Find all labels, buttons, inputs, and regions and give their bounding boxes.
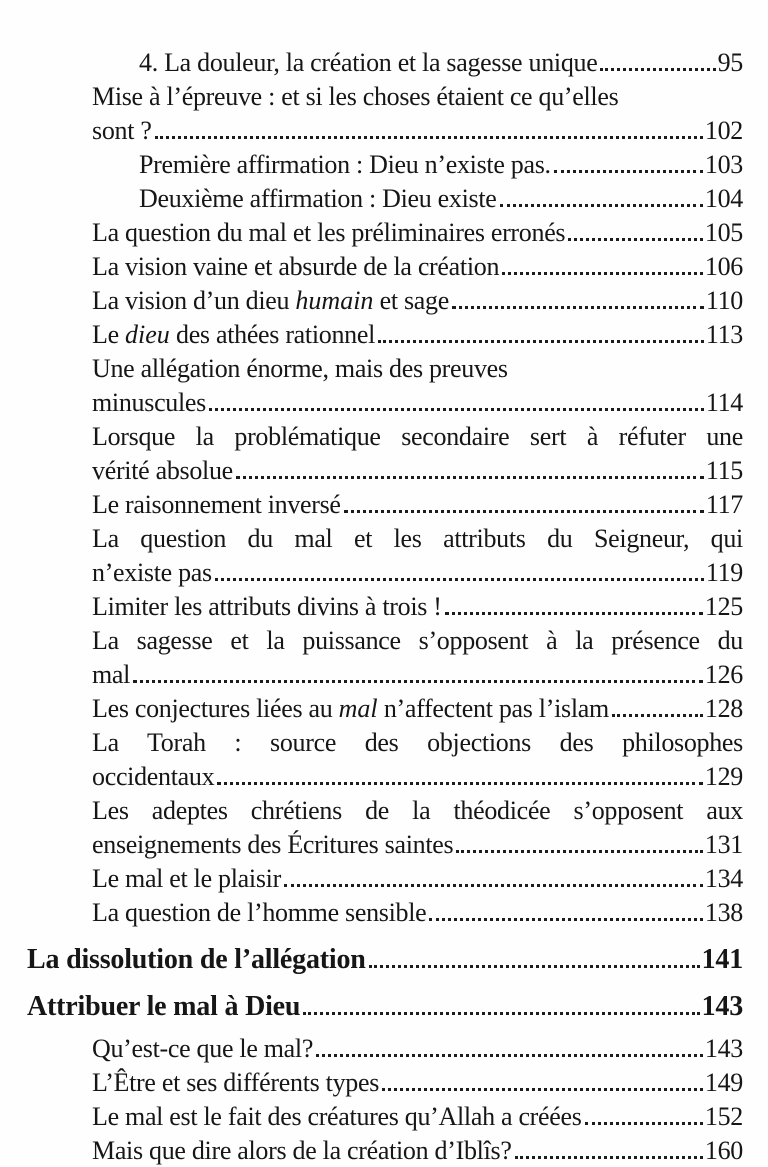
leader-dots: [452, 305, 704, 309]
toc-line-wrap: La sagesse et la puissance s’opposent à la présence du: [92, 626, 743, 655]
page-number: 152: [704, 1102, 743, 1131]
toc-entry: [0, 1032, 768, 1066]
toc-entry: [0, 794, 768, 862]
toc-entry: [0, 148, 768, 182]
page-number: 143: [701, 991, 743, 1022]
toc-entry-title: Les conjectures liées au mal n’affectent pas l’islam: [92, 694, 609, 723]
toc-line: [92, 1066, 743, 1100]
toc-entry: [0, 692, 768, 726]
toc-line: [92, 216, 743, 250]
toc-line-wrap: La question du mal et les attributs du Seigneur, qui: [92, 524, 743, 553]
toc-entry: [0, 726, 768, 794]
toc-line: [92, 454, 743, 488]
toc-entry: [0, 1134, 768, 1167]
toc-entry: [0, 590, 768, 624]
page-number: 104: [704, 184, 743, 213]
leader-dots: [515, 1155, 703, 1159]
toc-line: [92, 318, 743, 352]
toc-line: [92, 556, 743, 590]
toc-entry-title: Le raisonnement inversé: [92, 490, 341, 519]
leader-dots: [429, 917, 702, 921]
toc-line: [92, 896, 743, 930]
toc-line: [92, 386, 743, 420]
leader-dots: [303, 1011, 699, 1015]
toc-line-wrap: Les adeptes chrétiens de la théodicée s’opposent aux: [92, 796, 743, 825]
toc-list: [0, 46, 768, 1167]
toc-entry-title: Première affirmation : Dieu n’existe pas.: [139, 150, 551, 179]
toc-line-wrap: Lorsque la problématique secondaire sert à réfuter une: [92, 422, 743, 451]
toc-line: [92, 114, 743, 148]
toc-entry-title: Mais que dire alors de la création d’Iblîs?: [92, 1136, 512, 1165]
toc-entry: [0, 1066, 768, 1100]
toc-entry: [0, 522, 768, 590]
toc-line-wrap: Mise à l’épreuve : et si les choses étaient ce qu’elles: [92, 82, 619, 111]
toc-entry: [0, 1100, 768, 1134]
leader-dots: [600, 67, 715, 71]
page-number: 106: [704, 252, 743, 281]
toc-entry-title: minuscules: [92, 388, 206, 417]
leader-dots: [209, 407, 704, 411]
toc-line: [27, 990, 743, 1024]
toc-entry-title: La vision vaine et absurde de la création: [92, 252, 500, 281]
leader-dots: [369, 964, 700, 968]
toc-line-wrap: La Torah : source des objections des philosophes: [92, 728, 743, 757]
toc-entry-title: Qu’est-ce que le mal?: [92, 1034, 314, 1063]
toc-entry-title: La question du mal et les préliminaires erronés: [92, 218, 566, 247]
leader-dots: [284, 883, 703, 887]
toc-line: [92, 590, 743, 624]
leader-dots: [502, 271, 703, 275]
page-number: 102: [704, 116, 743, 145]
toc-line: [92, 692, 743, 726]
toc-line: [92, 760, 743, 794]
leader-dots: [382, 1087, 703, 1091]
leader-dots: [554, 169, 703, 173]
page-number: 131: [704, 830, 743, 859]
toc-entry-title: Le dieu des athées rationnel: [92, 320, 376, 349]
page-number: 141: [701, 944, 743, 975]
toc-line: [139, 182, 743, 216]
toc-line: [92, 1100, 743, 1134]
toc-line: [92, 284, 743, 318]
toc-entry-title: Le mal est le fait des créatures qu’Allah a créées: [92, 1102, 582, 1131]
page-number: 110: [705, 286, 743, 315]
toc-line: [92, 1134, 743, 1167]
toc-entry-title: 4. La douleur, la création et la sagesse unique: [139, 48, 598, 77]
toc-entry: [0, 352, 768, 420]
leader-dots: [500, 203, 703, 207]
italic-word: humain: [295, 286, 374, 315]
page-number: 117: [705, 490, 743, 519]
toc-entry-title: Limiter les attributs divins à trois !: [92, 592, 442, 621]
page-number: 129: [704, 762, 743, 791]
toc-line: [92, 828, 743, 862]
page-number: 95: [717, 48, 743, 77]
page-number: 105: [704, 218, 743, 247]
leader-dots: [155, 135, 703, 139]
toc-entry: [0, 250, 768, 284]
toc-entry-title: occidentaux: [92, 762, 215, 791]
page-number: 115: [705, 456, 743, 485]
page-number: 125: [704, 592, 743, 621]
page-number: 160: [704, 1136, 743, 1165]
toc-entry: [0, 624, 768, 692]
leader-dots: [612, 713, 703, 717]
leader-dots: [344, 509, 704, 513]
toc-line: [139, 46, 743, 80]
toc-line: [139, 148, 743, 182]
page-number: 126: [704, 660, 743, 689]
page-number: 119: [705, 558, 743, 587]
toc-entry-title: L’Être et ses différents types: [92, 1068, 380, 1097]
toc-entry: [0, 284, 768, 318]
toc-line: [92, 1032, 743, 1066]
toc-entry-title: La vision d’un dieu humain et sage: [92, 286, 449, 315]
page-number: 114: [705, 388, 743, 417]
toc-entry: [0, 46, 768, 80]
toc-entry-title: La dissolution de l’allégation: [27, 944, 366, 975]
toc-entry-title: n’existe pas: [92, 558, 212, 587]
leader-dots: [378, 339, 704, 343]
toc-entry-title: La question de l’homme sensible: [92, 898, 427, 927]
toc-entry: [0, 318, 768, 352]
toc-entry-title: Deuxième affirmation : Dieu existe: [139, 184, 497, 213]
italic-word: dieu: [125, 320, 170, 349]
page-number: 149: [704, 1068, 743, 1097]
toc-line: [27, 943, 743, 977]
leader-dots: [236, 475, 704, 479]
page-number: 113: [705, 320, 743, 349]
leader-dots: [215, 577, 704, 581]
leader-dots: [133, 679, 703, 683]
toc-entry-title: Attribuer le mal à Dieu: [27, 991, 301, 1022]
toc-entry: [0, 80, 768, 148]
page-number: 103: [704, 150, 743, 179]
page-number: 134: [704, 864, 743, 893]
leader-dots: [445, 611, 703, 615]
italic-word: mal: [338, 694, 378, 723]
toc-entry: [0, 488, 768, 522]
leader-dots: [217, 781, 703, 785]
toc-entry: [0, 216, 768, 250]
page-number: 128: [704, 694, 743, 723]
toc-line: [92, 862, 743, 896]
toc-entry-title: enseignements des Écritures saintes: [92, 830, 454, 859]
toc-entry-title: mal: [92, 660, 131, 689]
toc-line: [92, 250, 743, 284]
page-number: 143: [704, 1034, 743, 1063]
leader-dots: [585, 1121, 703, 1125]
leader-dots: [568, 237, 703, 241]
toc-chapter-entry: [0, 943, 768, 977]
toc-entry-title: Le mal et le plaisir: [92, 864, 281, 893]
toc-line: [92, 488, 743, 522]
toc-line-wrap: Une allégation énorme, mais des preuves: [92, 354, 508, 383]
toc-entry-title: vérité absolue: [92, 456, 233, 485]
toc-entry: [0, 896, 768, 930]
toc-entry-title: sont ?: [92, 116, 152, 145]
leader-dots: [456, 849, 703, 853]
page-number: 138: [704, 898, 743, 927]
toc-line: [92, 658, 743, 692]
toc-entry: [0, 862, 768, 896]
leader-dots: [316, 1053, 703, 1057]
toc-chapter-entry: [0, 990, 768, 1024]
toc-entry: [0, 182, 768, 216]
toc-entry: [0, 420, 768, 488]
